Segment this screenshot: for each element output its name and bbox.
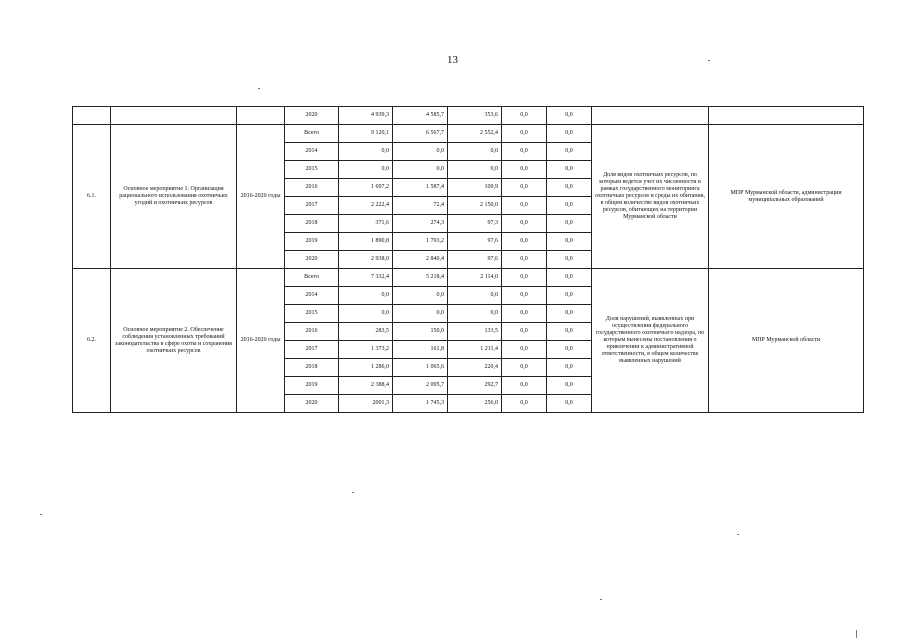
value-cell: 0,0 bbox=[547, 395, 592, 413]
year-cell: 2019 bbox=[285, 233, 339, 251]
program-table bbox=[72, 106, 864, 413]
value-cell: 0,0 bbox=[547, 287, 592, 305]
year-cell: 2018 bbox=[285, 359, 339, 377]
table-row bbox=[73, 269, 864, 287]
value-cell: 0,0 bbox=[339, 305, 393, 323]
value-cell: 1 065,6 bbox=[393, 359, 448, 377]
value-cell: 109,9 bbox=[448, 179, 502, 197]
table-body bbox=[73, 107, 864, 413]
empty-cell bbox=[111, 107, 237, 125]
measure-number: 6.2. bbox=[73, 269, 111, 413]
value-cell: 2 222,4 bbox=[339, 197, 393, 215]
measure-period: 2016-2020 годы bbox=[237, 269, 285, 413]
value-cell: 0,0 bbox=[393, 287, 448, 305]
year-cell: 2016 bbox=[285, 179, 339, 197]
value-cell: 0,0 bbox=[547, 323, 592, 341]
scan-speck bbox=[258, 88, 260, 89]
value-cell: 0,0 bbox=[448, 287, 502, 305]
value-cell: 0,0 bbox=[502, 233, 547, 251]
year-cell: Всего bbox=[285, 269, 339, 287]
value-cell: 72,4 bbox=[393, 197, 448, 215]
value-cell: 150,0 bbox=[393, 323, 448, 341]
value-cell: 6 567,7 bbox=[393, 125, 448, 143]
scan-speck bbox=[708, 60, 710, 61]
indicator-text: Доля нарушений, выявленных при осуществлении федерального государственного охотничьего надзора, по которым вынесены постановления о привлечении к административной ответственности, в общем количестве выявленных нарушений bbox=[592, 269, 709, 413]
value-cell: 0,0 bbox=[502, 269, 547, 287]
value-cell: 0,0 bbox=[547, 269, 592, 287]
value-cell: 0,0 bbox=[448, 305, 502, 323]
value-cell: 1 373,2 bbox=[339, 341, 393, 359]
value-cell: 0,0 bbox=[547, 197, 592, 215]
value-cell: 0,0 bbox=[547, 161, 592, 179]
value-cell: 0,0 bbox=[547, 107, 592, 125]
year-cell: 2016 bbox=[285, 323, 339, 341]
scan-speck bbox=[737, 534, 739, 535]
value-cell: 1 286,0 bbox=[339, 359, 393, 377]
value-cell: 0,0 bbox=[502, 107, 547, 125]
value-cell: 97,3 bbox=[448, 215, 502, 233]
value-cell: 0,0 bbox=[502, 359, 547, 377]
measure-name: Основное мероприятие 2. Обеспечение соблюдения установленных требований законодательства в сфере охоты и сохранения охотничьих ресурсов bbox=[111, 269, 237, 413]
value-cell: 1 587,4 bbox=[393, 179, 448, 197]
value-cell: 2001,3 bbox=[339, 395, 393, 413]
value-cell: 0,0 bbox=[502, 305, 547, 323]
value-cell: 0,0 bbox=[448, 161, 502, 179]
scan-speck bbox=[40, 514, 42, 515]
year-cell: 2015 bbox=[285, 305, 339, 323]
value-cell: 0,0 bbox=[547, 359, 592, 377]
value-cell: 2 150,0 bbox=[448, 197, 502, 215]
value-cell: 0,0 bbox=[502, 143, 547, 161]
value-cell: 1 697,2 bbox=[339, 179, 393, 197]
table-row-continuation bbox=[73, 107, 864, 125]
indicator-text: Доля видов охотничьих ресурсов, по которым ведется учет их численности в рамках государственного мониторинга охотничьих ресурсов и среды их обитания, в общем количестве видов охотничьих ресурсов, обитающих на территории Мурманской области bbox=[592, 125, 709, 269]
value-cell: 0,0 bbox=[393, 161, 448, 179]
value-cell: 0,0 bbox=[547, 377, 592, 395]
value-cell: 1 793,2 bbox=[393, 233, 448, 251]
value-cell: 0,0 bbox=[547, 251, 592, 269]
value-cell: 0,0 bbox=[502, 197, 547, 215]
measure-name: Основное мероприятие 1. Организация рационального использования охотничьих угодий и охотничьих ресурсов bbox=[111, 125, 237, 269]
value-cell: 0,0 bbox=[448, 143, 502, 161]
value-cell: 0,0 bbox=[547, 179, 592, 197]
value-cell: 97,6 bbox=[448, 251, 502, 269]
value-cell: 0,0 bbox=[547, 305, 592, 323]
value-cell: 0,0 bbox=[339, 161, 393, 179]
value-cell: 2 095,7 bbox=[393, 377, 448, 395]
value-cell: 220,4 bbox=[448, 359, 502, 377]
value-cell: 0,0 bbox=[547, 215, 592, 233]
year-cell: 2020 bbox=[285, 251, 339, 269]
year-cell: 2017 bbox=[285, 341, 339, 359]
year-cell: Всего bbox=[285, 125, 339, 143]
value-cell: 0,0 bbox=[502, 323, 547, 341]
measure-number: 6.1. bbox=[73, 125, 111, 269]
value-cell: 2 938,0 bbox=[339, 251, 393, 269]
measure-period: 2016-2020 годы bbox=[237, 125, 285, 269]
value-cell: 0,0 bbox=[502, 395, 547, 413]
value-cell: 371,6 bbox=[339, 215, 393, 233]
value-cell: 7 332,4 bbox=[339, 269, 393, 287]
year-cell: 2014 bbox=[285, 287, 339, 305]
value-cell: 133,5 bbox=[448, 323, 502, 341]
value-cell: 161,8 bbox=[393, 341, 448, 359]
value-cell: 0,0 bbox=[502, 215, 547, 233]
value-cell: 0,0 bbox=[393, 143, 448, 161]
executor-text: МПР Мурманской области bbox=[709, 269, 864, 413]
value-cell: 292,7 bbox=[448, 377, 502, 395]
value-cell: 1 890,8 bbox=[339, 233, 393, 251]
value-cell: 4 585,7 bbox=[393, 107, 448, 125]
value-cell: 2 840,4 bbox=[393, 251, 448, 269]
value-cell: 256,0 bbox=[448, 395, 502, 413]
value-cell: 97,6 bbox=[448, 233, 502, 251]
value-cell: 0,0 bbox=[339, 143, 393, 161]
value-cell: 2 388,4 bbox=[339, 377, 393, 395]
value-cell: 0,0 bbox=[547, 125, 592, 143]
empty-cell bbox=[237, 107, 285, 125]
empty-cell bbox=[709, 107, 864, 125]
value-cell: 0,0 bbox=[393, 305, 448, 323]
value-cell: 0,0 bbox=[502, 377, 547, 395]
value-cell: 0,0 bbox=[502, 161, 547, 179]
table-row bbox=[73, 125, 864, 143]
year-cell: 2018 bbox=[285, 215, 339, 233]
year-cell: 2020 bbox=[285, 395, 339, 413]
empty-cell bbox=[73, 107, 111, 125]
scan-speck bbox=[600, 599, 602, 600]
value-cell: 0,0 bbox=[502, 341, 547, 359]
value-cell: 0,0 bbox=[502, 251, 547, 269]
scan-speck bbox=[856, 630, 857, 638]
value-cell: 1 211,4 bbox=[448, 341, 502, 359]
scan-speck bbox=[352, 492, 354, 493]
year-cell: 2019 bbox=[285, 377, 339, 395]
value-cell: 2 114,0 bbox=[448, 269, 502, 287]
value-cell: 0,0 bbox=[502, 125, 547, 143]
value-cell: 2 552,4 bbox=[448, 125, 502, 143]
executor-text: МПР Мурманской области, администрации муниципальных образований bbox=[709, 125, 864, 269]
value-cell: 0,0 bbox=[502, 287, 547, 305]
year-cell: 2015 bbox=[285, 161, 339, 179]
value-cell: 0,0 bbox=[502, 179, 547, 197]
value-cell: 4 939,3 bbox=[339, 107, 393, 125]
year-cell: 2017 bbox=[285, 197, 339, 215]
empty-cell bbox=[592, 107, 709, 125]
value-cell: 9 120,1 bbox=[339, 125, 393, 143]
value-cell: 0,0 bbox=[339, 287, 393, 305]
page-number: 13 bbox=[447, 54, 458, 66]
value-cell: 274,3 bbox=[393, 215, 448, 233]
year-cell: 2014 bbox=[285, 143, 339, 161]
value-cell: 353,6 bbox=[448, 107, 502, 125]
value-cell: 0,0 bbox=[547, 341, 592, 359]
value-cell: 5 218,4 bbox=[393, 269, 448, 287]
value-cell: 0,0 bbox=[547, 233, 592, 251]
value-cell: 0,0 bbox=[547, 143, 592, 161]
year-cell: 2020 bbox=[285, 107, 339, 125]
value-cell: 283,5 bbox=[339, 323, 393, 341]
value-cell: 1 745,3 bbox=[393, 395, 448, 413]
